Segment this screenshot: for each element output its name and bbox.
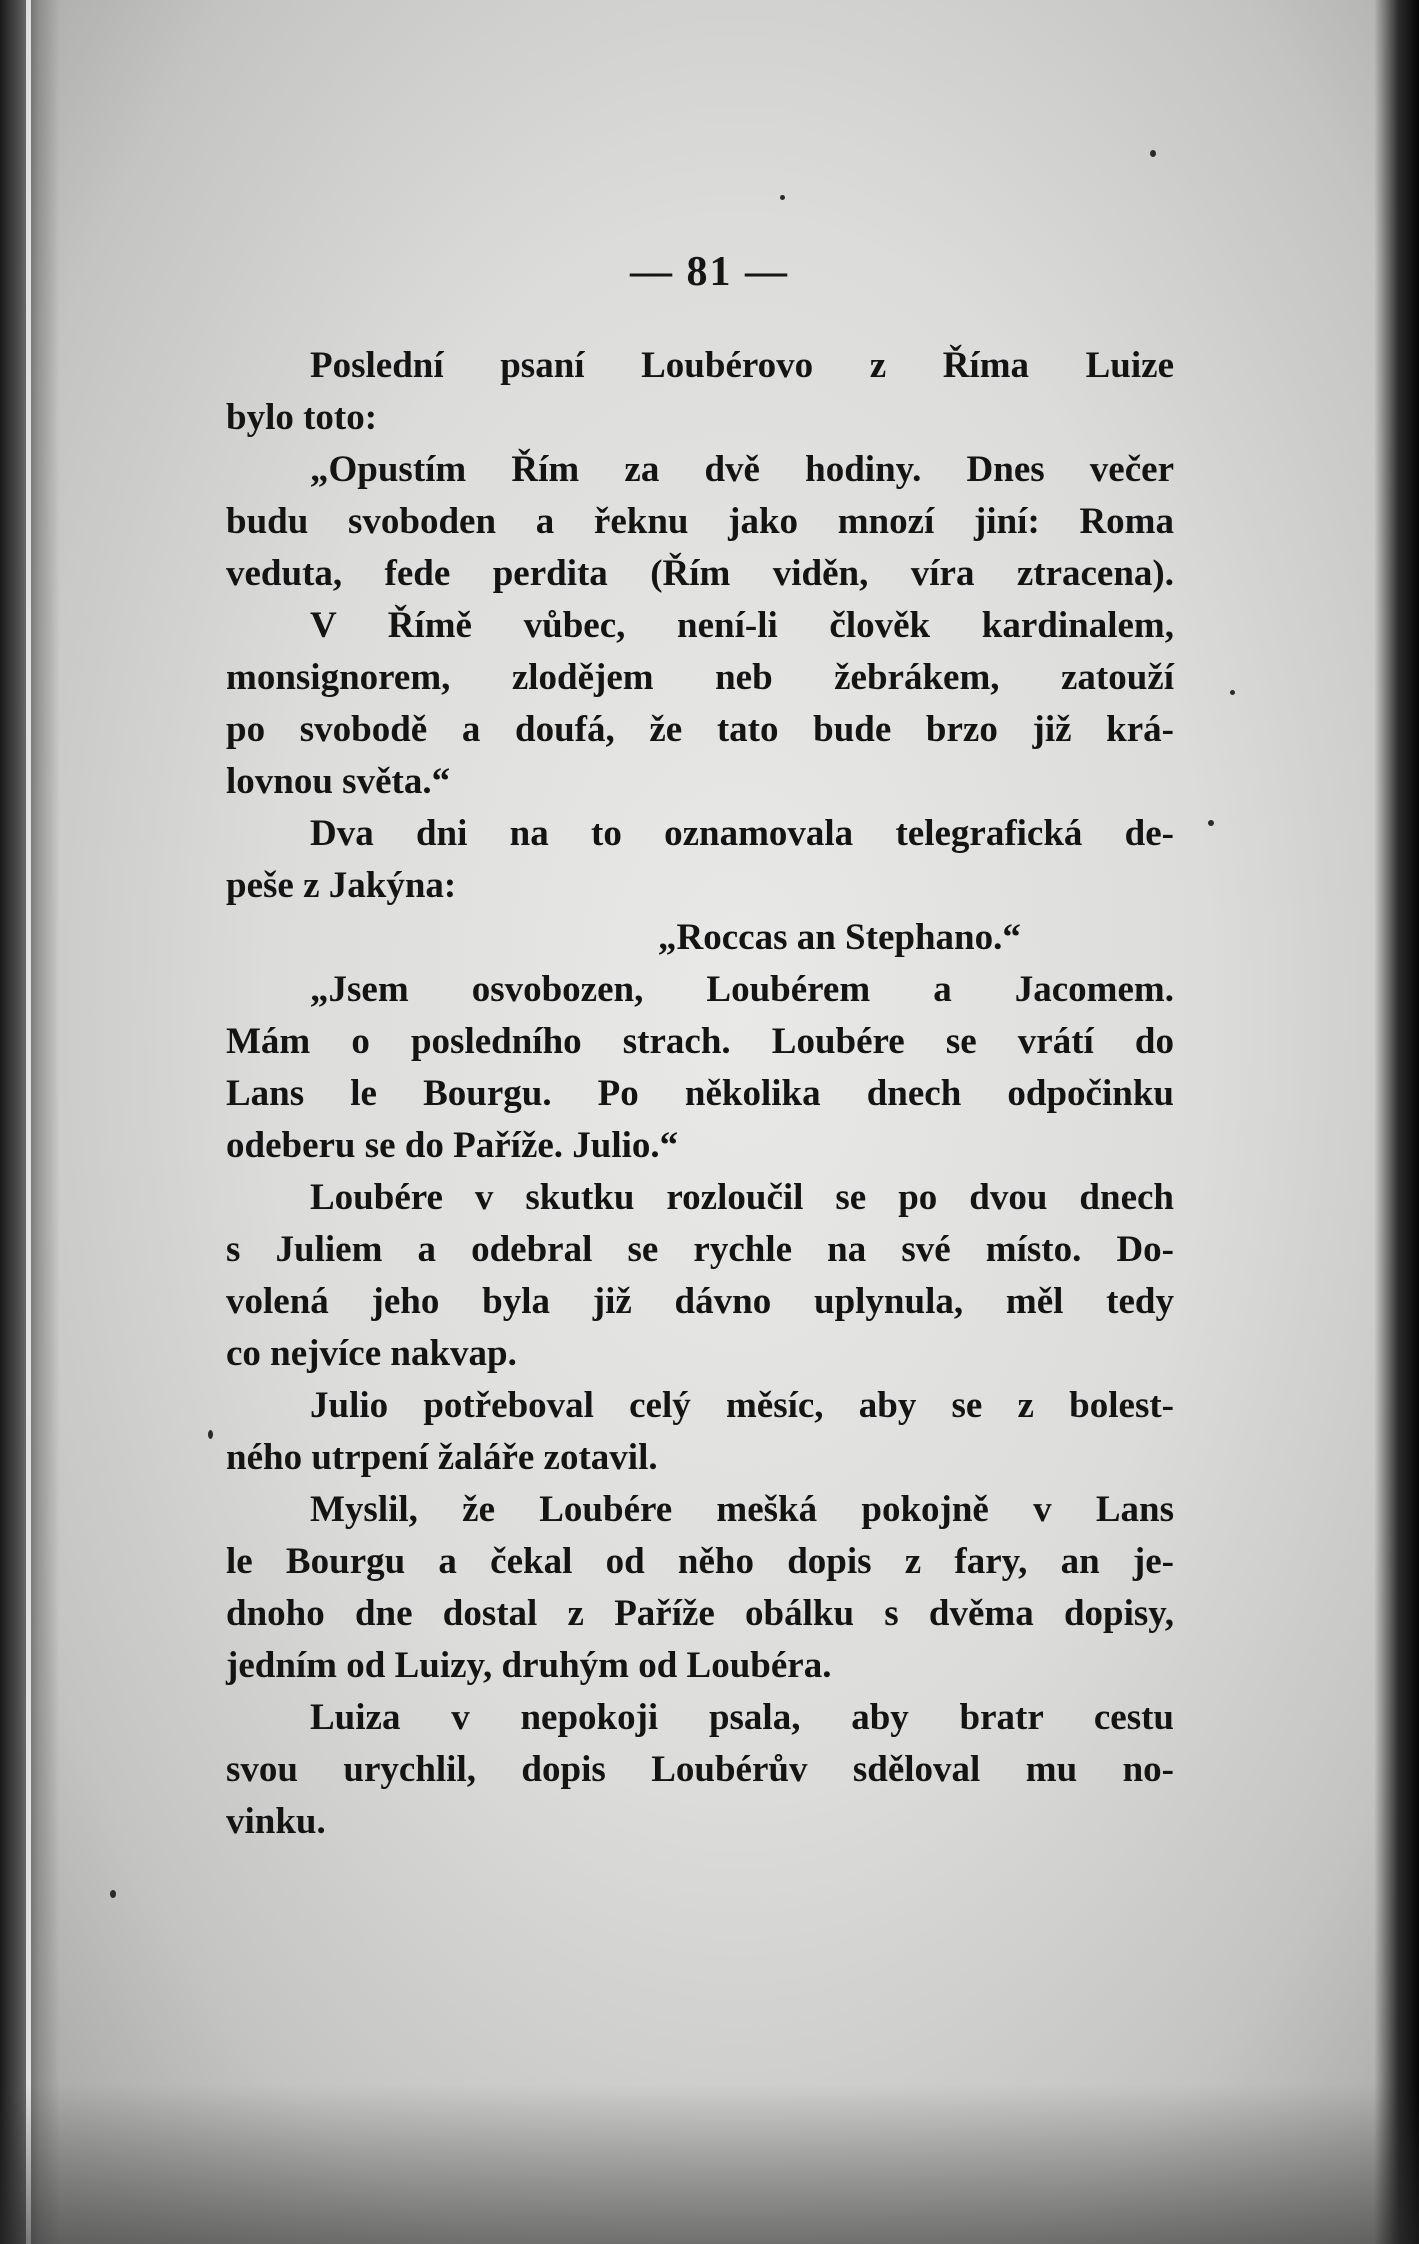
text-line: jedním od Luizy, druhým od Loubéra.	[226, 1645, 832, 1686]
bottom-page-edge	[0, 2084, 1419, 2244]
text-line: „Roccas an Stephano.“	[658, 917, 1021, 958]
text-line: po svobodě a doufá, že tato bude brzo již krá-	[226, 709, 1174, 750]
text-line: s Juliem a odebral se rychle na své místo. Do-	[226, 1229, 1174, 1270]
text-line: V Římě vůbec, není-li člověk kardinalem,	[310, 605, 1174, 646]
text-line: volená jeho byla již dávno uplynula, měl tedy	[226, 1281, 1174, 1322]
text-line: monsignorem, zlodějem neb žebrákem, zatouží	[226, 657, 1174, 698]
text-line: Luiza v nepokoji psala, aby bratr cestu	[310, 1697, 1174, 1738]
text-line: Myslil, že Loubére mešká pokojně v Lans	[310, 1489, 1174, 1530]
text-line: veduta, fede perdita (Řím viděn, víra ztracena).	[226, 553, 1174, 594]
text-line: budu svoboden a řeknu jako mnozí jiní: Roma	[226, 501, 1174, 542]
page-number: — 81 —	[630, 249, 789, 295]
paper-speck	[1208, 820, 1214, 826]
text-line: peše z Jakýna:	[226, 865, 457, 906]
text-line: Dva dni na to oznamovala telegrafická de-	[310, 813, 1174, 854]
paper-speck	[1150, 150, 1156, 157]
text-line: vinku.	[226, 1801, 326, 1842]
text-line: Loubére v skutku rozloučil se po dvou dnech	[310, 1177, 1174, 1218]
paper-speck	[208, 1430, 213, 1439]
text-line: odeberu se do Paříže. Julio.“	[226, 1125, 679, 1166]
text-line: lovnou světa.“	[226, 761, 451, 802]
text-line: ného utrpení žaláře zotavil.	[226, 1437, 658, 1478]
paper-speck	[1230, 690, 1235, 695]
paper-speck	[110, 1890, 116, 1898]
text-line: „Opustím Řím za dvě hodiny. Dnes večer	[310, 449, 1174, 490]
body-text	[226, 340, 1174, 1848]
text-line: Mám o posledního strach. Loubére se vrátí do	[226, 1021, 1174, 1062]
text-line: svou urychlil, dopis Loubérův sděloval mu no-	[226, 1749, 1174, 1790]
right-page-edge	[1374, 0, 1419, 2244]
text-line: bylo toto:	[226, 397, 378, 438]
text-line: „Jsem osvobozen, Loubérem a Jacomem.	[310, 969, 1174, 1010]
text-line: Poslední psaní Loubérovo z Říma Luize	[310, 345, 1174, 386]
binding-edge	[26, 0, 31, 2244]
text-line: dnoho dne dostal z Paříže obálku s dvěma dopisy,	[226, 1593, 1174, 1634]
text-line: Lans le Bourgu. Po několika dnech odpočinku	[226, 1073, 1174, 1114]
text-line: le Bourgu a čekal od něho dopis z fary, an je-	[226, 1541, 1174, 1582]
paper-speck	[780, 195, 785, 200]
text-line: Julio potřeboval celý měsíc, aby se z bolest-	[310, 1385, 1174, 1426]
text-line: co nejvíce nakvap.	[226, 1333, 517, 1374]
